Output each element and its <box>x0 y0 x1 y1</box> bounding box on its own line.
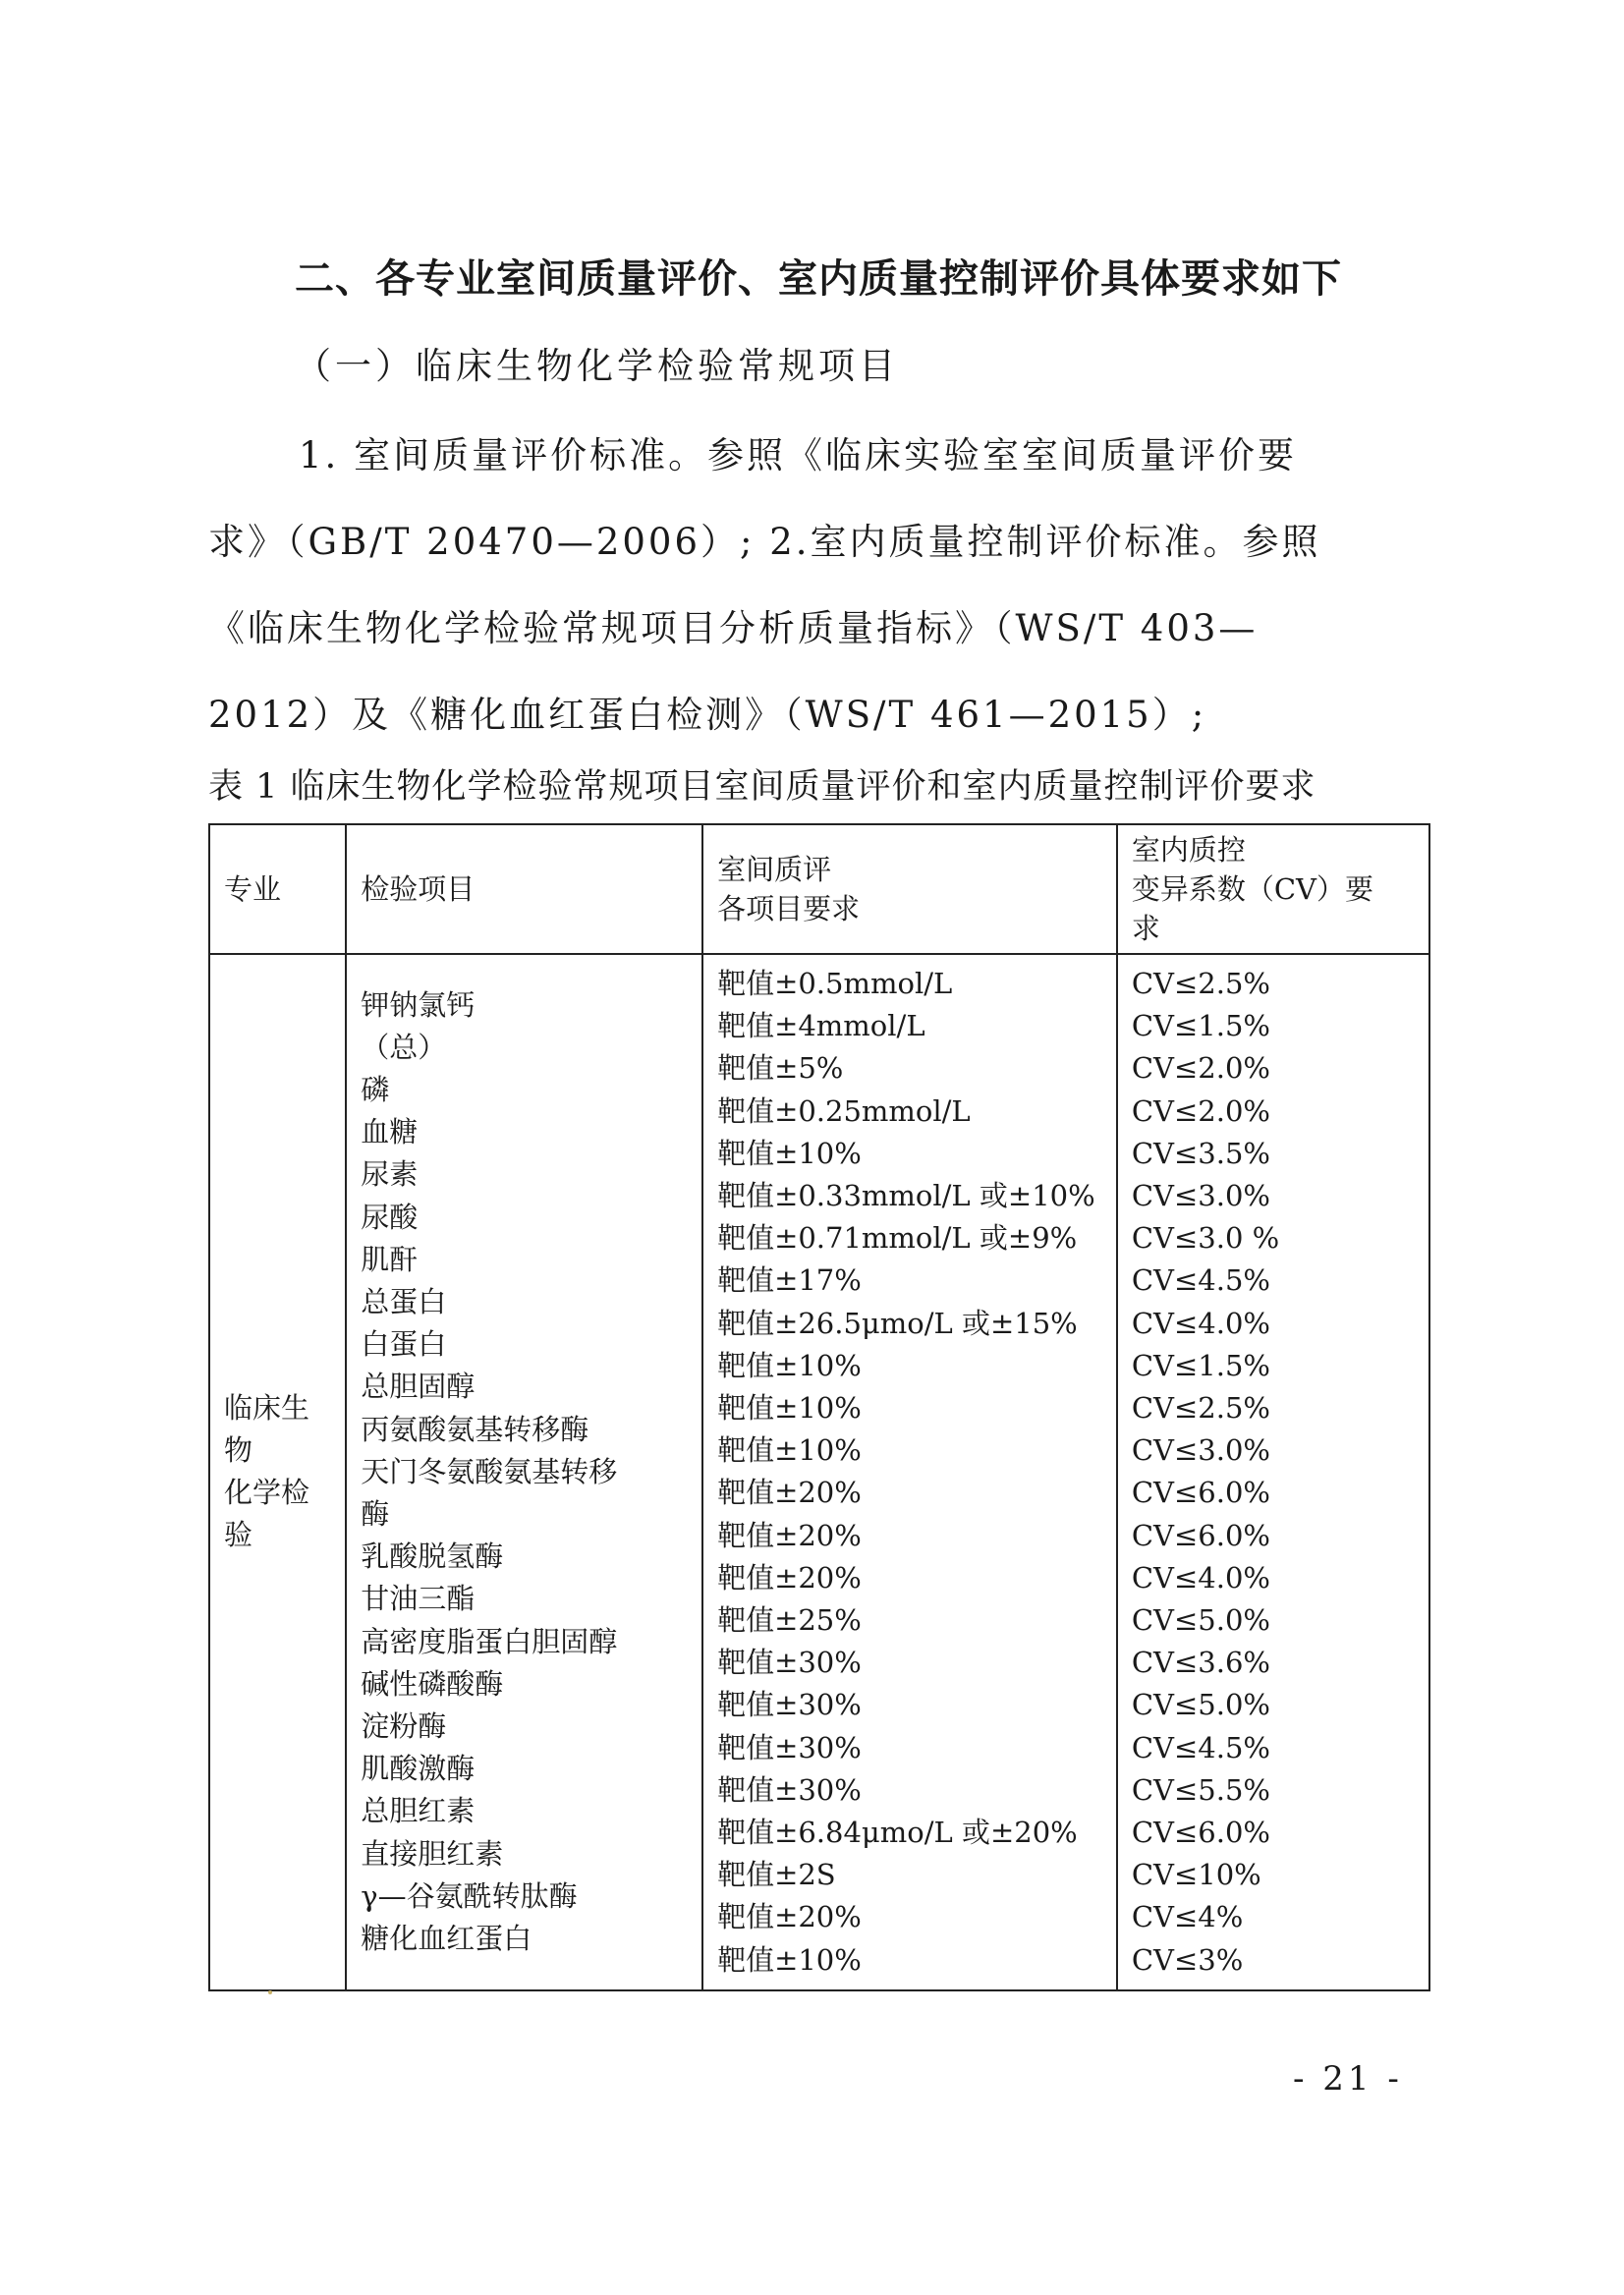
item-line: 高密度脂蛋白胆固醇 <box>361 1624 618 1658</box>
paragraph-line: 1. 室间质量评价标准。参照《临床实验室室间质量评价要 <box>299 434 1298 476</box>
iqc-value: CV≤3.0% <box>1131 1179 1270 1213</box>
header-item-label: 检验项目 <box>361 872 476 906</box>
item-line: 白蛋白 <box>361 1327 447 1362</box>
item-line: 丙氨酸氨基转移酶 <box>361 1412 589 1446</box>
iqc-value: CV≤4.0% <box>1131 1306 1270 1340</box>
iqc-value: CV≤2.5% <box>1131 1391 1270 1426</box>
iqc-values <box>1132 963 1415 1982</box>
major-line: 临床生 <box>224 1391 310 1426</box>
iqc-cell <box>1117 954 1429 1990</box>
header-iqc-line: 求 <box>1131 912 1160 945</box>
eqa-value: 靶值±20% <box>717 1518 862 1552</box>
eqa-value: 靶值±30% <box>717 1646 862 1680</box>
eqa-value: 靶值±4mmol/L <box>717 1009 925 1043</box>
eqa-value: 靶值±5% <box>717 1051 844 1086</box>
iqc-value: CV≤3.6% <box>1131 1646 1270 1680</box>
eqa-value: 靶值±0.5mmol/L <box>717 967 953 1000</box>
iqc-value: CV≤10% <box>1131 1858 1261 1892</box>
header-eqa-line: 室间质评 <box>717 853 832 886</box>
header-eqa <box>702 824 1117 954</box>
major-line: 验 <box>224 1518 253 1552</box>
iqc-value: CV≤6.0% <box>1131 1816 1270 1850</box>
page-number: - 21 - <box>1293 2059 1403 2099</box>
eqa-values <box>717 963 1102 1982</box>
iqc-value: CV≤2.5% <box>1131 967 1270 1000</box>
eqa-value: 靶值±30% <box>717 1730 862 1764</box>
paragraph-line: 《临床生物化学检验常规项目分析质量指标》（WS/T 403— <box>208 607 1259 649</box>
eqa-value: 靶值±10% <box>717 1348 862 1382</box>
iqc-value: CV≤4.5% <box>1131 1263 1270 1298</box>
table-header-row <box>209 824 1429 954</box>
item-line: 淀粉酶 <box>361 1709 447 1744</box>
major-cell <box>209 954 346 1990</box>
items-cell <box>346 954 702 1990</box>
eqa-value: 靶值±26.5μmo/L 或±15% <box>717 1306 1078 1340</box>
item-line: 天门冬氨酸氨基转移 <box>361 1454 618 1488</box>
item-line: 总胆红素 <box>361 1794 476 1828</box>
eqa-value: 靶值±10% <box>717 1433 862 1468</box>
eqa-value: 靶值±10% <box>717 1136 862 1170</box>
item-line: 碱性磷酸酶 <box>361 1666 504 1701</box>
header-item <box>346 824 702 954</box>
header-iqc-line: 变异系数（CV）要 <box>1131 872 1373 906</box>
iqc-value: CV≤2.0% <box>1131 1051 1270 1086</box>
paragraph-line: 2012）及《糖化血红蛋白检测》（WS/T 461—2015）; <box>208 694 1207 736</box>
header-major-label: 专业 <box>224 872 282 906</box>
item-line: 血糖 <box>361 1115 419 1149</box>
section-heading: 二、各专业室间质量评价、室内质量控制评价具体要求如下 <box>295 256 1342 302</box>
iqc-value: CV≤3.0% <box>1131 1433 1270 1468</box>
item-line: γ—谷氨酰转肽酶 <box>361 1878 578 1913</box>
eqa-value: 靶值±17% <box>717 1263 862 1298</box>
iqc-value: CV≤5.5% <box>1131 1772 1270 1807</box>
item-line: 甘油三酯 <box>361 1582 476 1616</box>
iqc-value: CV≤4.5% <box>1131 1730 1270 1764</box>
subsection-heading: （一）临床生物化学检验常规项目 <box>295 345 899 387</box>
table-row <box>209 954 1429 1990</box>
major-line: 物 <box>224 1433 253 1468</box>
iqc-value: CV≤3% <box>1131 1942 1244 1977</box>
major-line: 化学检 <box>224 1476 310 1510</box>
item-line: 总蛋白 <box>361 1285 447 1319</box>
item-line: 糖化血红蛋白 <box>361 1922 532 1956</box>
eqa-value: 靶值±30% <box>717 1688 862 1722</box>
item-line: 肌酐 <box>361 1242 419 1276</box>
iqc-value: CV≤4.0% <box>1131 1560 1270 1595</box>
scan-speck <box>268 1990 272 1994</box>
item-line: 尿素 <box>361 1157 419 1192</box>
item-line: （总） <box>361 1030 447 1064</box>
major-lines <box>224 1387 331 1556</box>
iqc-value: CV≤4% <box>1131 1900 1244 1934</box>
header-major <box>209 824 346 954</box>
iqc-value: CV≤1.5% <box>1131 1348 1270 1382</box>
eqa-value: 靶值±25% <box>717 1603 862 1638</box>
eqa-value: 靶值±10% <box>717 1942 862 1977</box>
item-line: 钾钠氯钙 <box>361 987 476 1022</box>
item-lines <box>361 984 688 1961</box>
header-iqc <box>1117 824 1429 954</box>
iqc-value: CV≤3.0 % <box>1131 1221 1280 1256</box>
item-line: 磷 <box>361 1073 390 1106</box>
eqa-value: 靶值±2S <box>717 1858 836 1892</box>
iqc-value: CV≤3.5% <box>1131 1136 1270 1170</box>
eqa-value: 靶值±20% <box>717 1560 862 1595</box>
table-caption: 表 1 临床生物化学检验常规项目室间质量评价和室内质量控制评价要求 <box>208 767 1316 807</box>
eqa-value: 靶值±30% <box>717 1772 862 1807</box>
standards-paragraph <box>208 413 1407 758</box>
item-line: 直接胆红素 <box>361 1836 504 1871</box>
iqc-value: CV≤6.0% <box>1131 1476 1270 1510</box>
iqc-value: CV≤5.0% <box>1131 1603 1270 1638</box>
item-line: 肌酸激酶 <box>361 1752 476 1786</box>
paragraph-line: 求》（GB/T 20470—2006）; 2.室内质量控制评价标准。参照 <box>208 521 1321 563</box>
header-eqa-line: 各项目要求 <box>717 892 861 925</box>
iqc-value: CV≤6.0% <box>1131 1518 1270 1552</box>
eqa-value: 靶值±10% <box>717 1391 862 1426</box>
eqa-value: 靶值±0.25mmol/L <box>717 1093 971 1128</box>
item-line: 乳酸脱氢酶 <box>361 1539 504 1574</box>
eqa-value: 靶值±0.33mmol/L 或±10% <box>717 1179 1095 1213</box>
item-line: 总胆固醇 <box>361 1370 476 1404</box>
iqc-value: CV≤1.5% <box>1131 1009 1270 1043</box>
header-iqc-line: 室内质控 <box>1131 833 1246 867</box>
item-line: 酶 <box>361 1497 390 1532</box>
eqa-value: 靶值±20% <box>717 1900 862 1934</box>
iqc-value: CV≤5.0% <box>1131 1688 1270 1722</box>
eqa-value: 靶值±0.71mmol/L 或±9% <box>717 1221 1078 1256</box>
eqa-value: 靶值±20% <box>717 1476 862 1510</box>
eqa-value: 靶值±6.84μmo/L 或±20% <box>717 1816 1078 1850</box>
requirements-table <box>208 823 1430 1991</box>
iqc-value: CV≤2.0% <box>1131 1093 1270 1128</box>
item-line: 尿酸 <box>361 1200 419 1234</box>
eqa-cell <box>702 954 1117 1990</box>
